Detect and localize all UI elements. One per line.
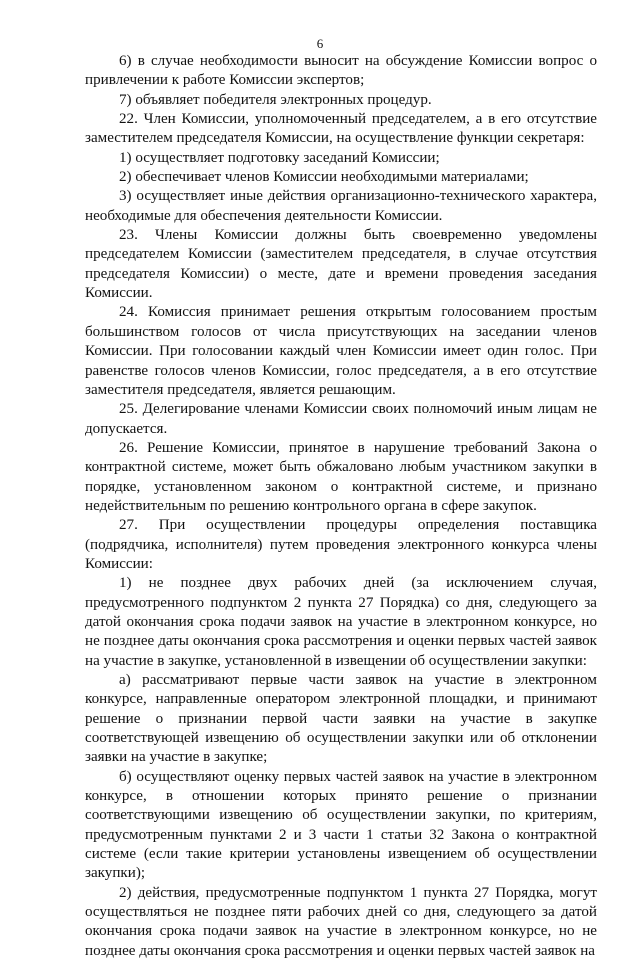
paragraph-25: 25. Делегирование членами Комиссии своих полномочий иным лицам не допускается. (85, 401, 597, 437)
paragraph-6-item: 6) в случае необходимости выносит на обсуждение Комиссии вопрос о привлечении к работе Комиссии экспертов; (85, 53, 597, 89)
paragraph-22: 22. Член Комиссии, уполномоченный председателем, а в его отсутствие заместителем председателя Комиссии, на осуществление функции секретаря: (85, 111, 597, 147)
paragraph-27-item-1: 1) не позднее двух рабочих дней (за исключением случая, предусмотренного подпунктом 2 пункта 27 Порядка) со дня, следующего за датой окончания срока подачи заявок на участие в электронном конкурсе, но не позднее даты окончания срока рассмотрения и оценки первых частей заявок на участие в закупке, установленной в извещении об осуществлении закупки: (85, 575, 597, 669)
page-number: 6 (316, 36, 324, 51)
paragraph-23: 23. Члены Комиссии должны быть своевременно уведомлены председателем Комиссии (заместителем председателя, в случае отсутствия председателя Комиссии) о месте, дате и времени проведения заседания Комиссии. (85, 227, 597, 302)
paragraph-22-item-1: 1) осуществляет подготовку заседаний Комиссии; (119, 149, 440, 166)
paragraph-26: 26. Решение Комиссии, принятое в нарушение требований Закона о контрактной системе, может быть обжаловано любым участником закупки в порядке, установленном законом о контрактной системе, и признано недействительным по решению контрольного органа в сфере закупок. (85, 439, 597, 514)
paragraph-22-item-3: 3) осуществляет иные действия организационно-технического характера, необходимые для обеспечения деятельности Комиссии. (85, 188, 597, 224)
document-body (85, 52, 597, 961)
paragraph-27-item-1-a: а) рассматривают первые части заявок на участие в электронном конкурсе, направленные оператором электронной площадки, и принимают решение о признании первой части заявки на участие в закупке соответствующей извещению об осуществлении закупки или об отклонении заявки на участие в закупке; (85, 672, 597, 766)
paragraph-24: 24. Комиссия принимает решения открытым голосованием простым большинством голосов от числа присутствующих на заседании членов Комиссии. При голосовании каждый член Комиссии имеет один голос. При равенстве голосов членов Комиссии, голос председателя, а в его отсутствие заместителя председателя, является решающим. (85, 304, 597, 398)
paragraph-27-item-1-b: б) осуществляют оценку первых частей заявок на участие в электронном конкурсе, в отношении которых принято решение о признании соответствующими извещению об осуществлении закупки, по критериям, предусмотренным пунктами 2 и 3 части 1 статьи 32 Закона о контрактной системе (если такие критерии установлены извещением об осуществлении закупки); (85, 768, 597, 882)
paragraph-22-item-2: 2) обеспечивает членов Комиссии необходимыми материалами; (119, 169, 529, 186)
paragraph-7-item: 7) объявляет победителя электронных процедур. (119, 91, 432, 108)
paragraph-27: 27. При осуществлении процедуры определения поставщика (подрядчика, исполнителя) путем проведения электронного конкурса члены Комиссии: (85, 517, 597, 572)
paragraph-27-item-2: 2) действия, предусмотренные подпунктом 1 пункта 27 Порядка, могут осуществляться не позднее пяти рабочих дней со дня, следующего за датой окончания срока подачи заявок на участие в электронном конкурсе, но не позднее даты окончания срока рассмотрения и оценки первых частей заявок на (85, 884, 597, 959)
